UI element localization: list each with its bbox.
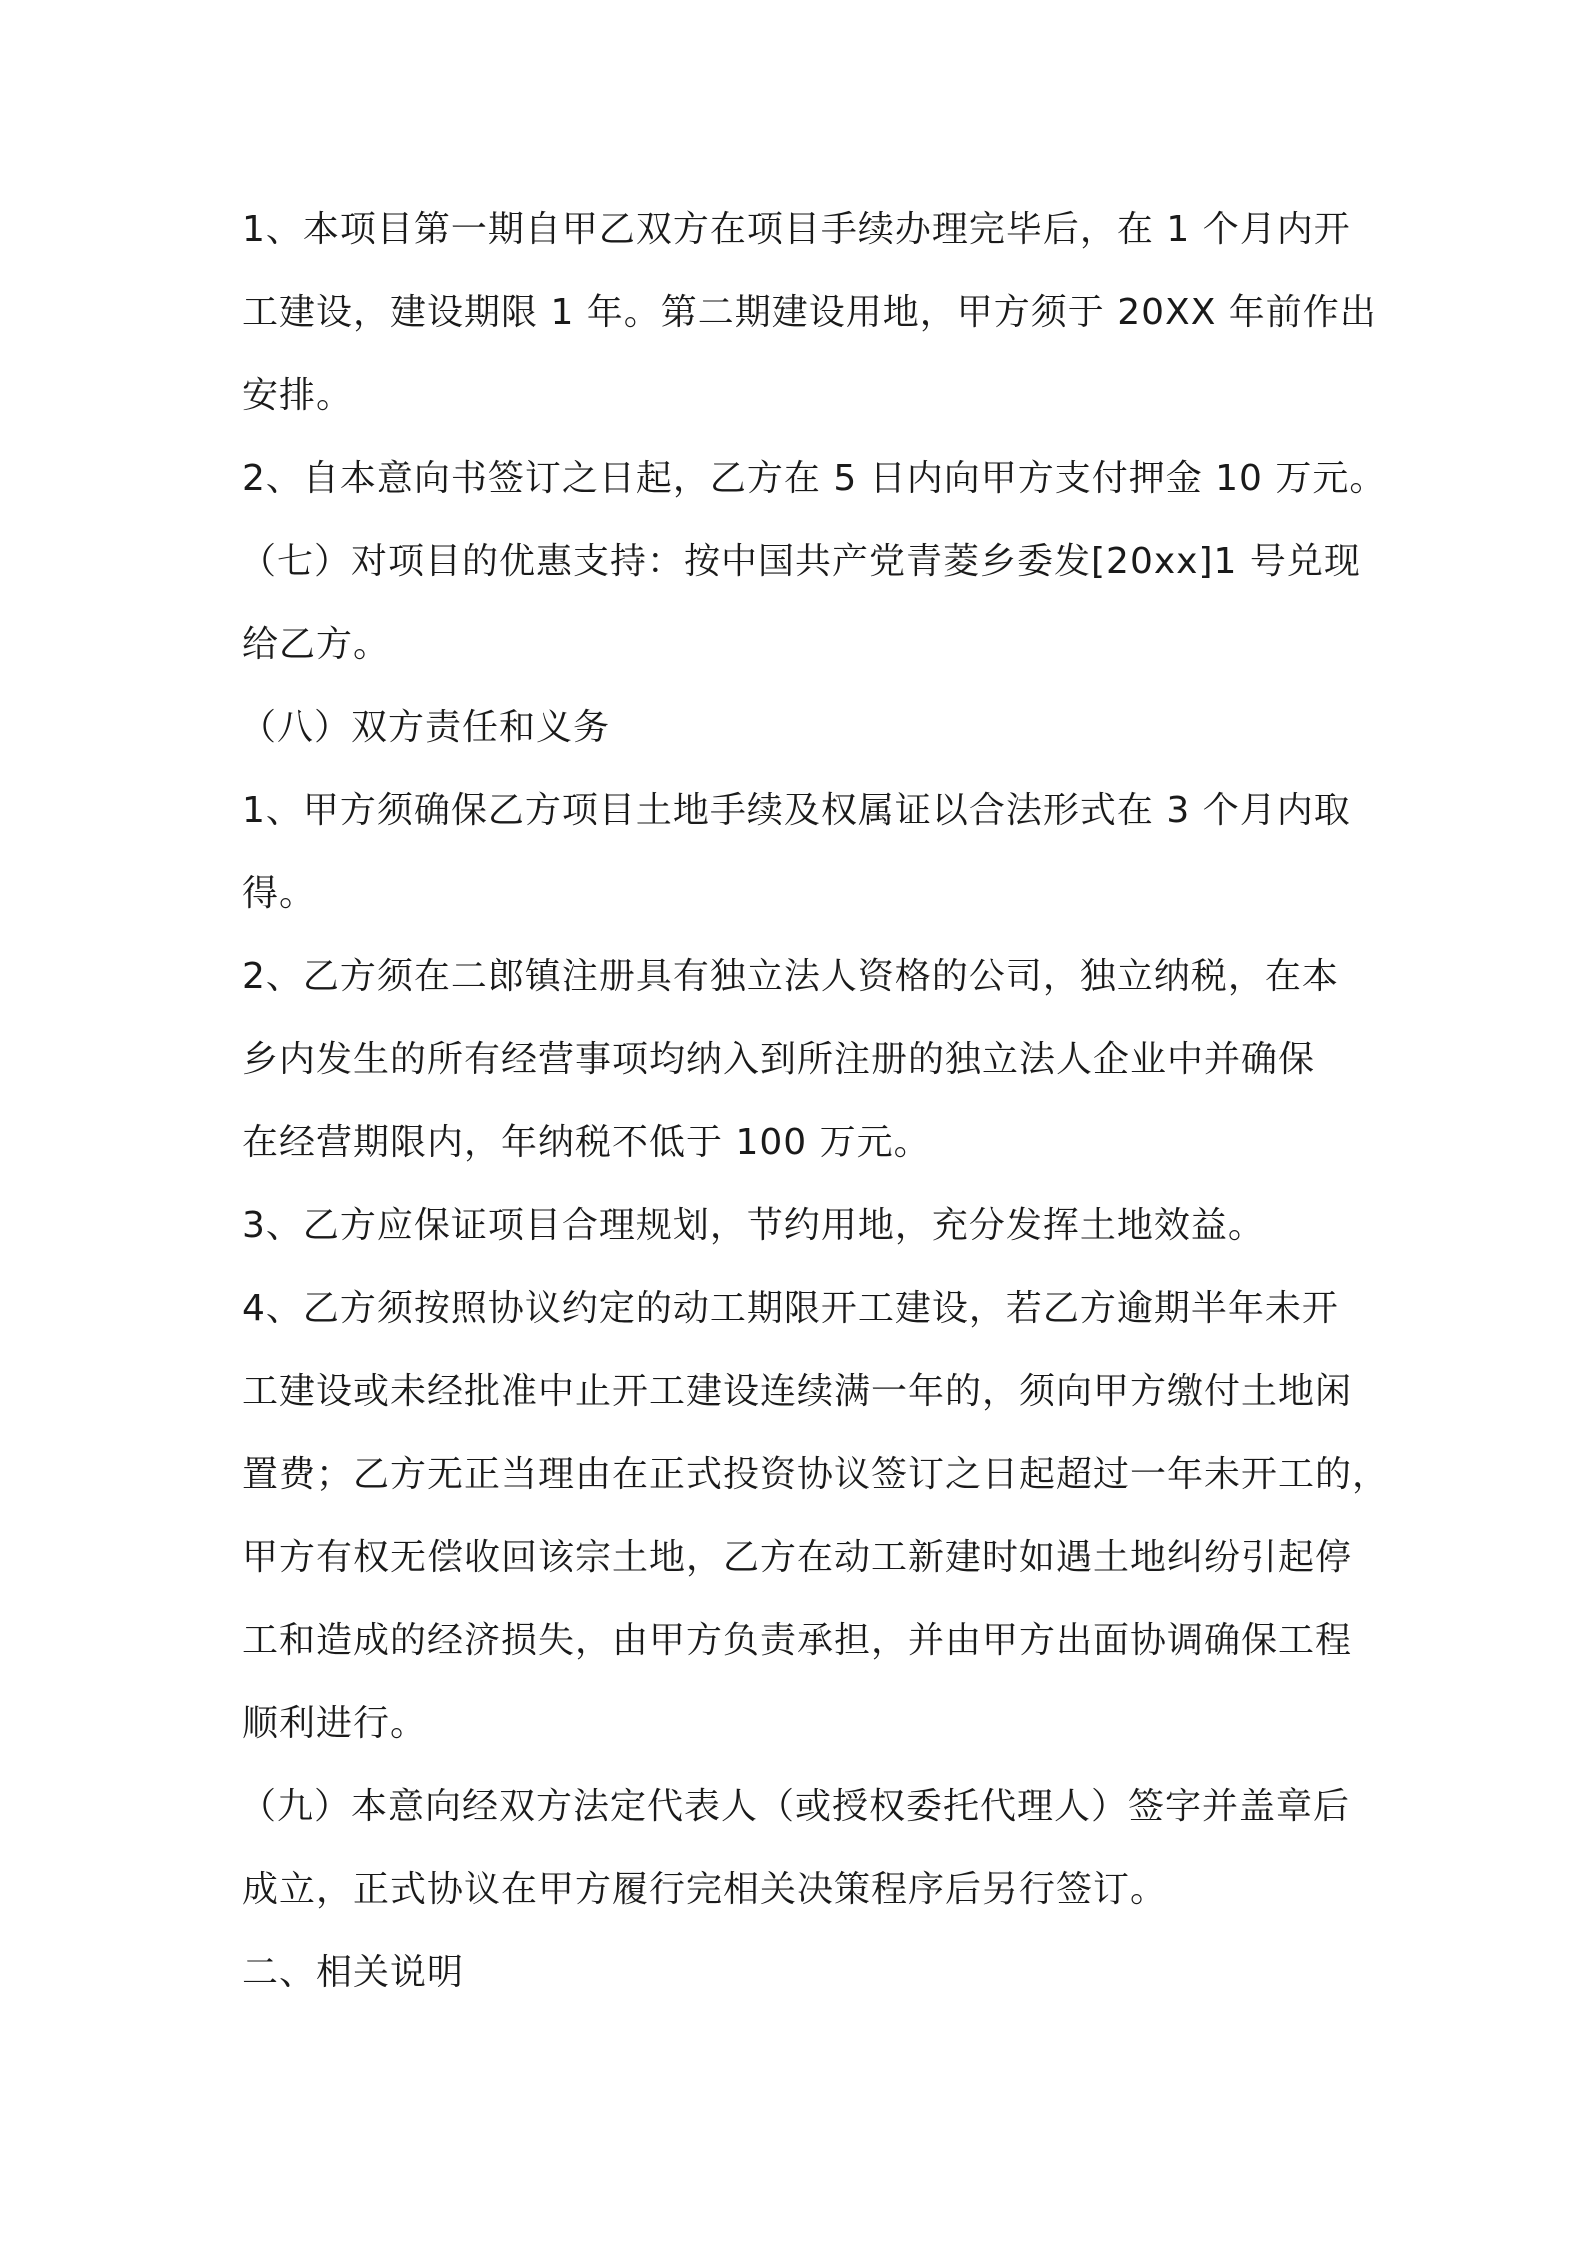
text-line: 乡内发生的所有经营事项均纳入到所注册的独立法人企业中并确保 xyxy=(242,1039,1316,1080)
text-line: 工和造成的经济损失，由甲方负责承担，并由甲方出面协调确保工程 xyxy=(242,1620,1353,1661)
text-line: 顺利进行。 xyxy=(242,1703,428,1744)
text-line: 在经营期限内，年纳税不低于 100 万元。 xyxy=(242,1122,931,1163)
text-line: 得。 xyxy=(242,873,317,914)
text-line: 给乙方。 xyxy=(242,624,391,665)
chapter-heading: 二、相关说明 xyxy=(242,1952,465,1993)
text-line: 1、本项目第一期自甲乙双方在项目手续办理完毕后，在 1 个月内开 xyxy=(242,209,1351,250)
section-heading-line: （七）对项目的优惠支持：按中国共产党青菱乡委发[20xx]1 号兑现 xyxy=(240,541,1361,582)
text-line: 置费；乙方无正当理由在正式投资协议签订之日起超过一年未开工的， xyxy=(242,1454,1390,1495)
text-line: 甲方有权无偿收回该宗土地，乙方在动工新建时如遇土地纠纷引起停 xyxy=(242,1537,1353,1578)
text-line: 2、自本意向书签订之日起，乙方在 5 日内向甲方支付押金 10 万元。 xyxy=(242,458,1387,499)
text-line: 工建设或未经批准中止开工建设连续满一年的，须向甲方缴付土地闲 xyxy=(242,1371,1353,1412)
text-line: 1、甲方须确保乙方项目土地手续及权属证以合法形式在 3 个月内取 xyxy=(242,790,1351,831)
text-line: 安排。 xyxy=(242,375,354,416)
text-line: 3、乙方应保证项目合理规划，节约用地，充分发挥土地效益。 xyxy=(242,1205,1265,1246)
section-heading-line: （九）本意向经双方法定代表人（或授权委托代理人）签字并盖章后 xyxy=(240,1786,1351,1827)
text-line: 成立，正式协议在甲方履行完相关决策程序后另行签订。 xyxy=(242,1869,1168,1910)
section-heading: （八）双方责任和义务 xyxy=(240,707,611,748)
text-line: 2、乙方须在二郎镇注册具有独立法人资格的公司，独立纳税，在本 xyxy=(242,956,1339,997)
text-line: 工建设，建设期限 1 年。第二期建设用地，甲方须于 20XX 年前作出 xyxy=(242,292,1377,333)
text-line: 4、乙方须按照协议约定的动工期限开工建设，若乙方逾期半年未开 xyxy=(242,1288,1339,1329)
